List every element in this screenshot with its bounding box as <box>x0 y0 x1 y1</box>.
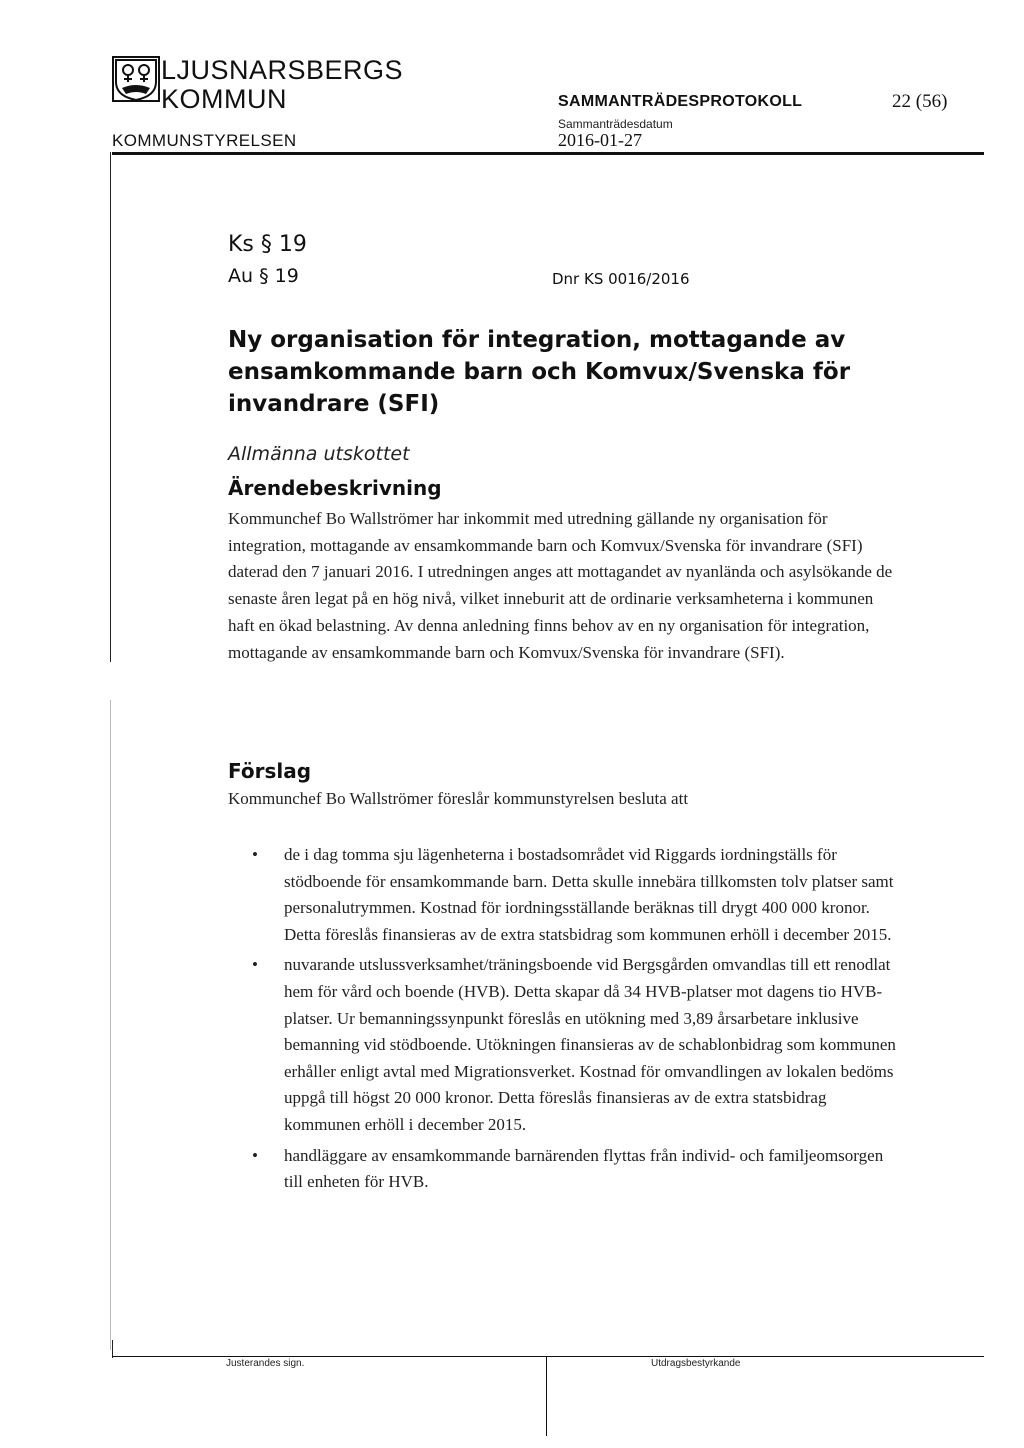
meeting-date: 2016-01-27 <box>558 130 642 150</box>
au-paragraph: Au § 19 <box>228 265 299 287</box>
committee-name: Allmänna utskottet <box>228 443 410 465</box>
org-name-line1: LJUSNARSBERGS <box>161 55 404 85</box>
extract-certification-label: Utdragsbestyrkande <box>651 1358 741 1369</box>
proposal-text: de i dag tomma sju lägenheterna i bostadsområdet vid Riggards iordningställs för stödboende för ensamkommande barn. Detta skulle innebära tillkomsten tolv platser samt personalutrymmen. Kostnad för iordningsställande beräknas till drygt 400 000 kronor. Detta föreslås finansieras av de extra statsbidrag som kommunen erhöll i december 2015. <box>284 845 894 944</box>
list-item <box>250 1143 900 1196</box>
bullet-icon: • <box>252 955 258 975</box>
forslag-intro: Kommunchef Bo Wallströmer föreslår kommunstyrelsen besluta att <box>228 789 689 808</box>
page-number: 22 (56) <box>892 91 948 112</box>
proposal-text: nuvarande utslussverksamhet/träningsboende vid Bergsgården omvandlas till ett renodlat hem för vård och boende (HVB). Detta skapar då 34 HVB-platser mot dagens tio HVB-platser. Ur bemanningssynpunkt föreslås en utökning med 3,89 årsarbetare inklusive bemanning vid stödboende. Utökningen finansieras av de schablonbidrag som kommunen erhåller enligt avtal med Migrationsverket. Kostnad för omvandlingen av lokalen bedöms uppgå till högst 20 000 kronor. Detta föreslås finansieras av de extra statsbidrag kommunen erhöll i december 2015. <box>284 955 896 1134</box>
proposal-list <box>250 842 900 1200</box>
department-name: KOMMUNSTYRELSEN <box>112 131 297 150</box>
bullet-icon: • <box>252 1145 258 1165</box>
header-divider <box>112 152 984 155</box>
org-name-line2: KOMMUN <box>161 84 287 114</box>
municipality-coat-of-arms-icon <box>112 56 160 102</box>
footer-column-divider <box>546 1356 547 1436</box>
section-heading-arendebeskrivning: Ärendebeskrivning <box>228 476 442 500</box>
section-heading-forslag: Förslag <box>228 759 312 783</box>
case-number: Dnr KS 0016/2016 <box>552 270 690 288</box>
document-type: SAMMANTRÄDESPROTOKOLL <box>558 93 803 110</box>
meeting-date-label: Sammanträdesdatum <box>558 117 673 131</box>
case-title: Ny organisation för integration, mottagande av ensamkommande barn och Komvux/Svenska för invandrare (SFI) <box>228 327 851 417</box>
list-item <box>250 952 900 1138</box>
proposal-text: handläggare av ensamkommande barnärenden flyttas från individ- och familjeomsorgen till enheten för HVB. <box>284 1145 884 1192</box>
arendebeskrivning-text: Kommunchef Bo Wallströmer har inkommit med utredning gällande ny organisation för integration, mottagande av ensamkommande barn och Komvux/Svenska för invandrare (SFI) daterad den 7 januari 2016. I utredningen anges att mottagandet av nyanlända och asylsökande de senaste åren legat på en hög nivå, vilket inneburit att de ordinarie verksamheterna i kommunen haft en ökad belastning. Av denna anledning finns behov av en ny organisation för integration, mottagande av ensamkommande barn och Komvux/Svenska för invandrare (SFI). <box>228 509 893 662</box>
signature-label: Justerandes sign. <box>226 1358 305 1369</box>
left-margin-rule <box>110 152 111 662</box>
ks-paragraph: Ks § 19 <box>228 232 307 257</box>
left-margin-rule-lower <box>110 700 111 1350</box>
bullet-icon: • <box>252 845 258 864</box>
list-item <box>250 842 900 948</box>
footer-divider <box>112 1356 984 1357</box>
